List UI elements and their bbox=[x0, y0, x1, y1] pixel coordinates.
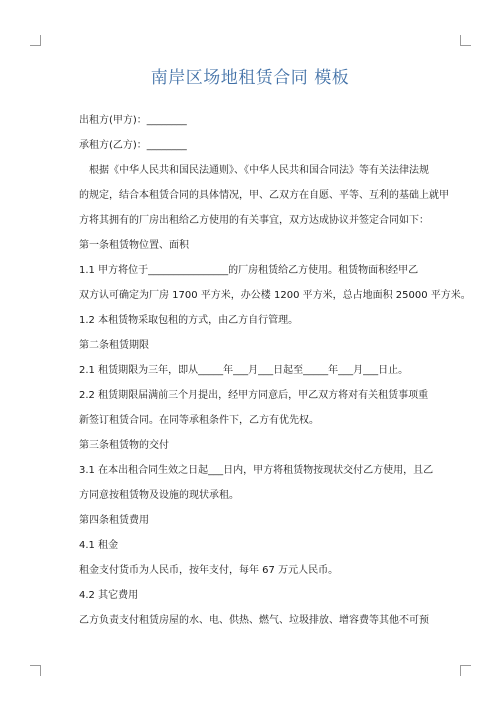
clause-1-2: 1.2 本租赁物采取包租的方式，由乙方自行管理。 bbox=[79, 315, 299, 326]
clause-2-2-line-2: 新签订租赁合同。在同等承租条件下，乙方有优先权。 bbox=[79, 415, 319, 426]
clause-4-2-heading: 4.2 其它费用 bbox=[79, 590, 139, 601]
article-4-heading: 第四条租赁费用 bbox=[79, 515, 149, 526]
preamble-line-1: 根据《中华人民共和国民法通则》、《中华人民共和国合同法》等有关法律法规 bbox=[89, 165, 429, 176]
clause-4-1-heading: 4.1 租金 bbox=[79, 540, 119, 551]
clause-3-1-line-2: 方同意按租赁物及设施的现状承租。 bbox=[79, 490, 239, 501]
lessee-line: 承租方(乙方)：________ bbox=[79, 140, 187, 151]
article-1-heading: 第一条租赁物位置、面积 bbox=[79, 240, 189, 251]
lessor-line: 出租方(甲方)：________ bbox=[79, 115, 187, 126]
document-title: 南岸区场地租赁合同 模板 bbox=[150, 68, 350, 88]
preamble-line-2: 的规定，结合本租赁合同的具体情况，甲、乙双方在自愿、平等、互利的基础上就甲 bbox=[79, 190, 449, 201]
crop-mark-bottom-right bbox=[460, 665, 471, 676]
article-3-heading: 第三条租赁物的交付 bbox=[79, 440, 169, 451]
clause-1-1-line-2: 双方认可确定为厂房 1700 平方米，办公楼 1200 平方米，总占地面积 25000 平方米。 bbox=[79, 290, 471, 301]
crop-mark-bottom-left bbox=[30, 665, 41, 676]
document-body bbox=[79, 108, 471, 633]
crop-mark-top-left bbox=[30, 35, 41, 46]
clause-1-1-line-1: 1.1 甲方将位于________________的厂房租赁给乙方使用。租赁物面积经甲乙 bbox=[79, 265, 419, 276]
clause-4-2-text: 乙方负责支付租赁房屋的水、电、供热、燃气、垃圾排放、增容费等其他不可预 bbox=[79, 615, 429, 626]
clause-2-2-line-1: 2.2 租赁期限届满前三个月提出，经甲方同意后，甲乙双方将对有关租赁事项重 bbox=[79, 390, 429, 401]
article-2-heading: 第二条租赁期限 bbox=[79, 340, 149, 351]
crop-mark-top-right bbox=[460, 35, 471, 46]
clause-4-1-text: 租金支付货币为人民币，按年支付，每年 67 万元人民币。 bbox=[79, 565, 339, 576]
clause-2-1: 2.1 租赁期限为三年，即从_____年___月___日起至_____年___月___日止。 bbox=[79, 365, 409, 376]
clause-3-1-line-1: 3.1 在本出租合同生效之日起___日内，甲方将租赁物按现状交付乙方使用，且乙 bbox=[79, 465, 434, 476]
preamble-line-3: 方将其拥有的厂房出租给乙方使用的有关事宜，双方达成协议并签定合同如下： bbox=[79, 215, 429, 226]
